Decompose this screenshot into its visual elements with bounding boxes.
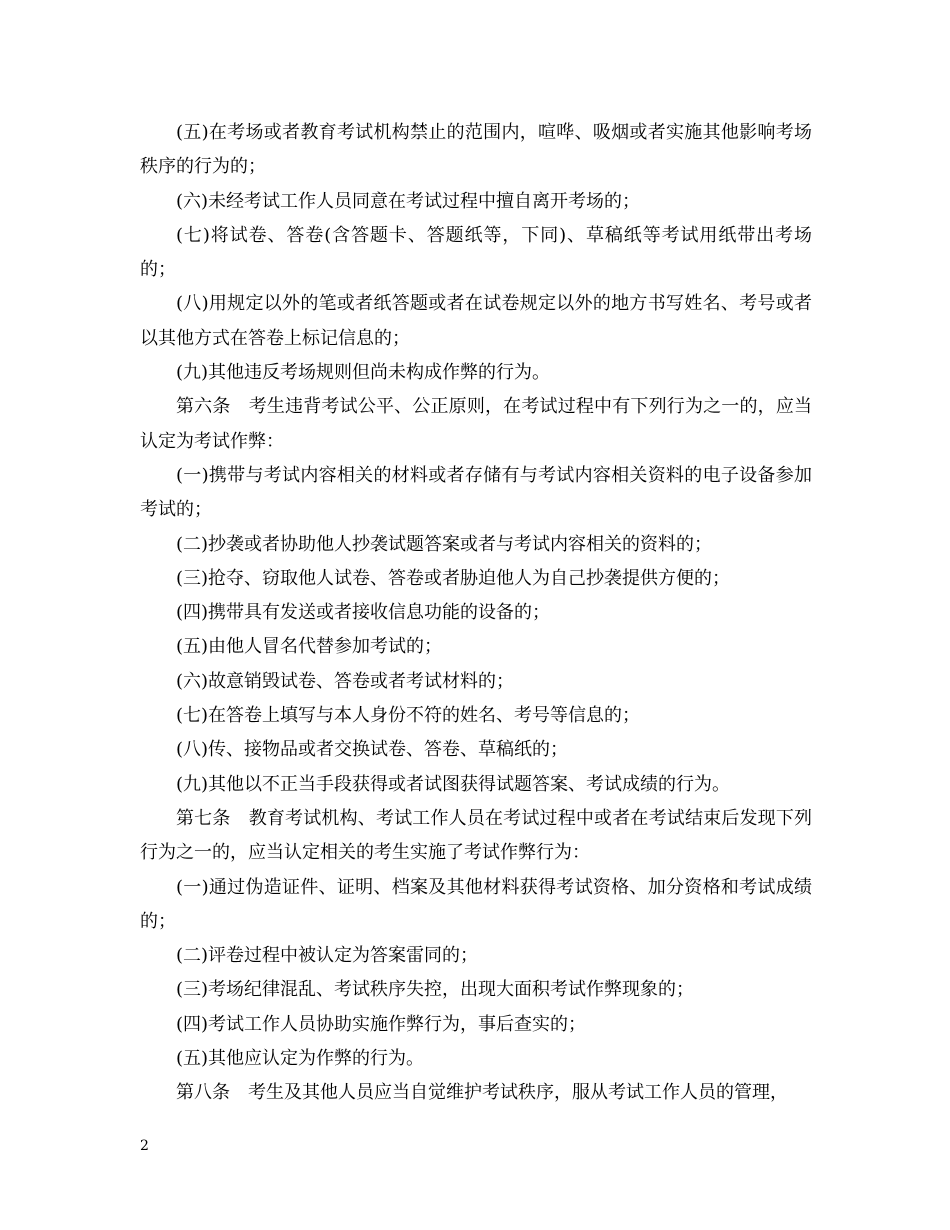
paragraph: (五)在考场或者教育考试机构禁止的范围内，喧哗、吸烟或者实施其他影响考场秩序的行为的； <box>140 122 812 178</box>
page-number: 2 <box>140 1138 149 1154</box>
article-heading-paragraph: 第八条 考生及其他人员应当自觉维护考试秩序，服从考试工作人员的管理， <box>176 1082 788 1104</box>
paragraph: (二)评卷过程中被认定为答案雷同的； <box>176 945 479 967</box>
paragraph: (四)考试工作人员协助实施作弊行为，事后查实的； <box>176 1013 587 1035</box>
paragraph: (五)由他人冒名代替参加考试的； <box>176 636 443 658</box>
paragraph: (九)其他违反考场规则但尚未构成作弊的行为。 <box>176 362 551 384</box>
paragraph: (八)传、接物品或者交换试卷、答卷、草稿纸的； <box>176 739 569 761</box>
paragraph: (六)故意销毁试卷、答卷或者考试材料的； <box>176 670 515 692</box>
paragraph: (一)通过伪造证件、证明、档案及其他材料获得考试资格、加分资格和考试成绩的； <box>140 876 812 932</box>
paragraph: (九)其他以不正当手段获得或者试图获得试题答案、考试成绩的行为。 <box>176 773 731 795</box>
paragraph: (三)抢夺、窃取他人试卷、答卷或者胁迫他人为自己抄袭提供方便的； <box>176 567 731 589</box>
paragraph: (七)将试卷、答卷(含答题卡、答题纸等，下同)、草稿纸等考试用纸带出考场的； <box>140 224 812 281</box>
paragraph: (五)其他应认定为作弊的行为。 <box>176 1048 425 1070</box>
paragraph: (八)用规定以外的笔或者纸答题或者在试卷规定以外的地方书写姓名、考号或者以其他方式在答卷上标记信息的； <box>140 293 812 349</box>
paragraph: (三)考场纪律混乱、考试秩序失控，出现大面积考试作弊现象的； <box>176 979 695 1001</box>
paragraph: (六)未经考试工作人员同意在考试过程中擅自离开考场的； <box>176 190 641 212</box>
document-body <box>140 116 812 1111</box>
paragraph: (七)在答卷上填写与本人身份不符的姓名、考号等信息的； <box>176 705 641 727</box>
paragraph: (一)携带与考试内容相关的材料或者存储有与考试内容相关资料的电子设备参加考试的； <box>140 464 812 521</box>
article-heading-paragraph: 第七条 教育考试机构、考试工作人员在考试过程中或者在考试结束后发现下列行为之一的，应当认定相关的考生实施了考试作弊行为： <box>140 807 812 864</box>
paragraph: (四)携带具有发送或者接收信息功能的设备的； <box>176 602 551 624</box>
paragraph: (二)抄袭或者协助他人抄袭试题答案或者与考试内容相关的资料的； <box>176 533 713 555</box>
article-heading-paragraph: 第六条 考生违背考试公平、公正原则，在考试过程中有下列行为之一的，应当认定为考试作弊： <box>140 396 812 452</box>
